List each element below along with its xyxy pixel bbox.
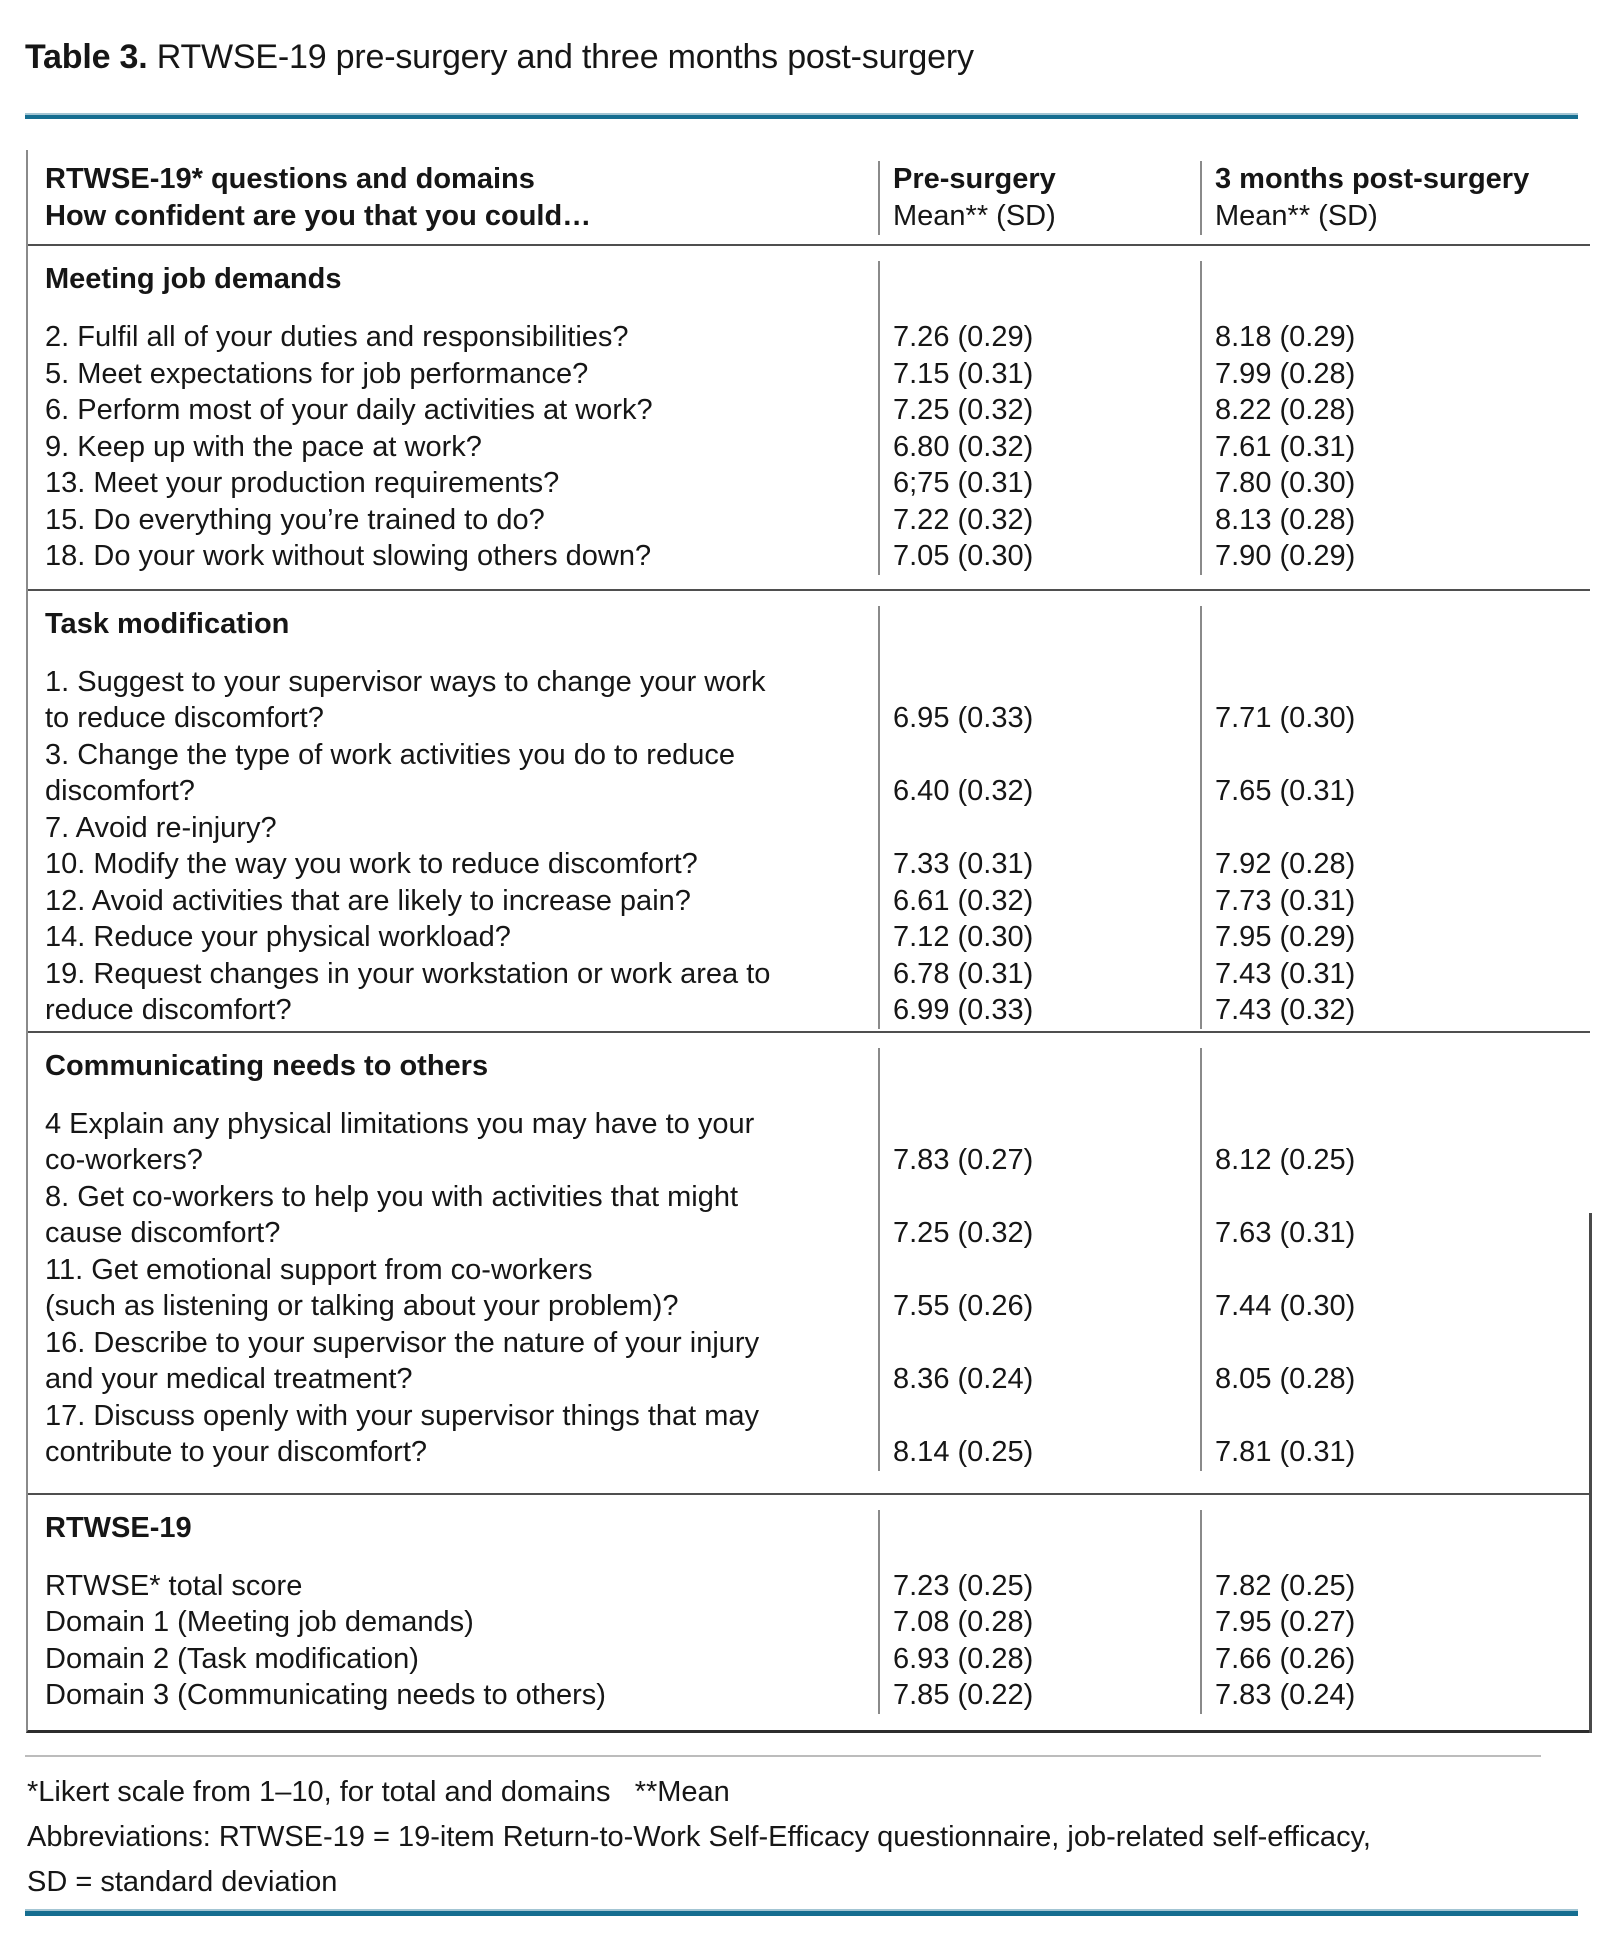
section-row [28, 1031, 1590, 1493]
pre-surgery-value: 6.95 (0.33) [893, 702, 1034, 734]
pre-surgery-value: 6.40 (0.32) [893, 775, 1034, 807]
header-questions-cell [28, 161, 878, 235]
post-surgery-value: 7.63 (0.31) [1215, 1217, 1356, 1249]
post-surgery-value: 7.80 (0.30) [1215, 467, 1356, 499]
pre-surgery-value [880, 1106, 1200, 1143]
question-line: 9. Keep up with the pace at work? [45, 430, 482, 463]
section-row [28, 589, 1590, 1031]
question-line: 2. Fulfil all of your duties and responsibilities? [45, 321, 629, 353]
results-table [26, 150, 1590, 1733]
pre-surgery-value: 7.25 (0.32) [893, 1217, 1034, 1249]
question-line: 6. Perform most of your daily activities at work? [45, 394, 653, 426]
question-line: discomfort? [45, 775, 195, 807]
pre-surgery-value: 7.08 (0.28) [893, 1606, 1034, 1638]
post-surgery-value: 7.82 (0.25) [1215, 1569, 1356, 1602]
question-line: 18. Do your work without slowing others down? [45, 540, 652, 572]
section-questions-cell [28, 261, 878, 575]
section-row [28, 244, 1590, 589]
post-surgery-value: 7.44 (0.30) [1215, 1290, 1356, 1322]
post-surgery-value: 7.90 (0.29) [1215, 540, 1356, 572]
post-surgery-value: 7.73 (0.31) [1215, 884, 1356, 917]
header-post-surgery-label: 3 months post-surgery [1215, 163, 1530, 195]
pre-surgery-value: 6.93 (0.28) [893, 1642, 1034, 1675]
post-surgery-value: 7.95 (0.29) [1215, 921, 1356, 953]
title-gap-spacer [880, 606, 1200, 664]
pre-surgery-value [880, 810, 1200, 847]
question-line: 5. Meet expectations for job performance? [45, 357, 589, 390]
post-surgery-value: 7.95 (0.27) [1215, 1606, 1356, 1638]
pre-surgery-value: 7.15 (0.31) [893, 357, 1034, 390]
pre-surgery-value: 8.36 (0.24) [893, 1363, 1034, 1395]
pre-surgery-value: 7.55 (0.26) [893, 1290, 1034, 1322]
section-title: Meeting job demands [45, 263, 342, 295]
question-line: reduce discomfort? [45, 994, 292, 1026]
section-title: Communicating needs to others [45, 1049, 489, 1082]
post-surgery-value: 7.92 (0.28) [1215, 848, 1356, 880]
post-surgery-value: 7.81 (0.31) [1215, 1436, 1356, 1468]
title-gap-spacer [1202, 1510, 1590, 1568]
post-surgery-value [1202, 1179, 1590, 1216]
pre-surgery-values-cell [878, 1510, 1200, 1714]
post-surgery-value: 8.22 (0.28) [1215, 394, 1356, 426]
table-title-text: RTWSE-19 pre-surgery and three months post-surgery [147, 38, 974, 76]
post-surgery-value [1202, 1398, 1590, 1435]
question-line: 11. Get emotional support from co-workers [45, 1253, 593, 1286]
question-line: 10. Modify the way you work to reduce discomfort? [45, 848, 698, 880]
post-surgery-values-cell [1200, 1048, 1590, 1471]
footnote-sd: SD = standard deviation [27, 1866, 338, 1898]
question-line: to reduce discomfort? [45, 702, 324, 734]
title-gap-spacer [1202, 1048, 1590, 1106]
post-surgery-value [1202, 664, 1590, 701]
section-row [28, 1493, 1590, 1730]
question-line: 12. Avoid activities that are likely to increase pain? [45, 884, 691, 917]
question-line: 4 Explain any physical limitations you may have to your [45, 1107, 755, 1140]
pre-surgery-value [880, 1325, 1200, 1362]
post-surgery-values-cell [1200, 261, 1590, 575]
header-questions-line2: How confident are you that you could… [45, 200, 592, 232]
pre-surgery-value: 7.85 (0.22) [893, 1679, 1034, 1711]
pre-surgery-value: 7.23 (0.25) [893, 1569, 1034, 1602]
question-line: Domain 1 (Meeting job demands) [45, 1606, 474, 1638]
pre-surgery-value [880, 1179, 1200, 1216]
header-questions-line1: RTWSE-19* questions and domains [45, 163, 535, 195]
title-gap-spacer [880, 1510, 1200, 1568]
post-surgery-value [1202, 1106, 1590, 1143]
question-line: Domain 3 (Communicating needs to others) [45, 1679, 606, 1711]
title-gap-spacer [1202, 261, 1590, 319]
post-surgery-value [1202, 1325, 1590, 1362]
pre-surgery-values-cell [878, 606, 1200, 1029]
post-surgery-value: 7.43 (0.31) [1215, 957, 1356, 990]
post-surgery-value [1202, 1252, 1590, 1289]
post-surgery-value: 7.71 (0.30) [1215, 702, 1356, 734]
pre-surgery-value: 7.12 (0.30) [893, 921, 1034, 953]
question-line: cause discomfort? [45, 1217, 281, 1249]
top-accent-rule [25, 113, 1578, 119]
pre-surgery-values-cell [878, 1048, 1200, 1471]
pre-surgery-value: 7.22 (0.32) [893, 503, 1034, 536]
pre-surgery-value: 7.26 (0.29) [893, 321, 1034, 353]
pre-surgery-value [880, 737, 1200, 774]
post-surgery-value: 8.12 (0.25) [1215, 1144, 1356, 1176]
table-header-row [28, 150, 1590, 244]
question-line: contribute to your discomfort? [45, 1436, 428, 1468]
table-title [25, 37, 974, 77]
pre-surgery-value: 6;75 (0.31) [893, 467, 1034, 499]
section-title: Task modification [45, 607, 290, 640]
footnote-likert: *Likert scale from 1–10, for total and domains **Mean [27, 1776, 730, 1808]
title-gap-spacer [1202, 606, 1590, 664]
question-line: 14. Reduce your physical workload? [45, 921, 511, 953]
header-post-surgery-mean-sd: Mean** (SD) [1215, 200, 1378, 232]
pre-surgery-value [880, 1252, 1200, 1289]
post-surgery-value: 7.99 (0.28) [1215, 357, 1356, 390]
question-line: 17. Discuss openly with your supervisor things that may [45, 1399, 760, 1432]
question-line: 3. Change the type of work activities you do to reduce [45, 738, 735, 771]
section-questions-cell [28, 1510, 878, 1714]
post-surgery-value [1202, 810, 1590, 847]
question-line: 7. Avoid re-injury? [45, 811, 277, 844]
pre-surgery-value: 6.80 (0.32) [893, 430, 1034, 463]
table-body [28, 244, 1590, 1730]
question-line: 15. Do everything you’re trained to do? [45, 503, 545, 536]
section-title: RTWSE-19 [45, 1511, 192, 1544]
title-gap-spacer [880, 1048, 1200, 1106]
post-surgery-value: 7.66 (0.26) [1215, 1642, 1356, 1675]
pre-surgery-values-cell [878, 261, 1200, 575]
post-surgery-value: 7.65 (0.31) [1215, 775, 1356, 807]
question-line: RTWSE* total score [45, 1569, 303, 1602]
post-surgery-value: 8.05 (0.28) [1215, 1363, 1356, 1395]
post-surgery-value: 7.43 (0.32) [1215, 994, 1356, 1026]
question-line: co-workers? [45, 1144, 203, 1176]
table-title-label: Table 3. [25, 38, 148, 76]
partial-right-border [1589, 1213, 1592, 1733]
question-line: 16. Describe to your supervisor the nature of your injury [45, 1326, 760, 1359]
pre-surgery-value: 7.05 (0.30) [893, 540, 1034, 572]
section-questions-cell [28, 606, 878, 1029]
pre-surgery-value: 6.99 (0.33) [893, 994, 1034, 1026]
post-surgery-value: 8.18 (0.29) [1215, 321, 1356, 353]
post-surgery-values-cell [1200, 1510, 1590, 1714]
footnote-abbreviations: Abbreviations: RTWSE-19 = 19-item Return-to-Work Self-Efficacy questionnaire, job-related self-efficacy, [27, 1821, 1371, 1853]
post-surgery-value: 8.13 (0.28) [1215, 503, 1356, 536]
pre-surgery-value: 7.25 (0.32) [893, 394, 1034, 426]
title-gap-spacer [880, 261, 1200, 319]
pre-surgery-value: 8.14 (0.25) [893, 1436, 1034, 1468]
footnote-divider-rule [25, 1755, 1541, 1757]
header-post-surgery-cell [1200, 161, 1590, 235]
header-pre-surgery-label: Pre-surgery [893, 163, 1056, 195]
pre-surgery-value: 7.83 (0.27) [893, 1144, 1034, 1176]
question-line: 13. Meet your production requirements? [45, 467, 560, 499]
header-pre-surgery-mean-sd: Mean** (SD) [893, 200, 1056, 232]
question-line: Domain 2 (Task modification) [45, 1642, 419, 1675]
post-surgery-value [1202, 737, 1590, 774]
pre-surgery-value: 6.61 (0.32) [893, 884, 1034, 917]
bottom-accent-rule [25, 1909, 1578, 1916]
question-line: 19. Request changes in your workstation or work area to [45, 957, 771, 990]
question-line: 1. Suggest to your supervisor ways to change your work [45, 665, 766, 698]
post-surgery-value: 7.61 (0.31) [1215, 430, 1356, 463]
footnotes [27, 1770, 1371, 1905]
post-surgery-value: 7.83 (0.24) [1215, 1679, 1356, 1711]
pre-surgery-value: 6.78 (0.31) [893, 957, 1034, 990]
pre-surgery-value [880, 1398, 1200, 1435]
pre-surgery-value: 7.33 (0.31) [893, 848, 1034, 880]
question-line: 8. Get co-workers to help you with activities that might [45, 1180, 739, 1213]
question-line: (such as listening or talking about your problem)? [45, 1290, 679, 1322]
post-surgery-values-cell [1200, 606, 1590, 1029]
question-line: and your medical treatment? [45, 1363, 413, 1395]
section-questions-cell [28, 1048, 878, 1471]
pre-surgery-value [880, 664, 1200, 701]
header-pre-surgery-cell [878, 161, 1200, 235]
